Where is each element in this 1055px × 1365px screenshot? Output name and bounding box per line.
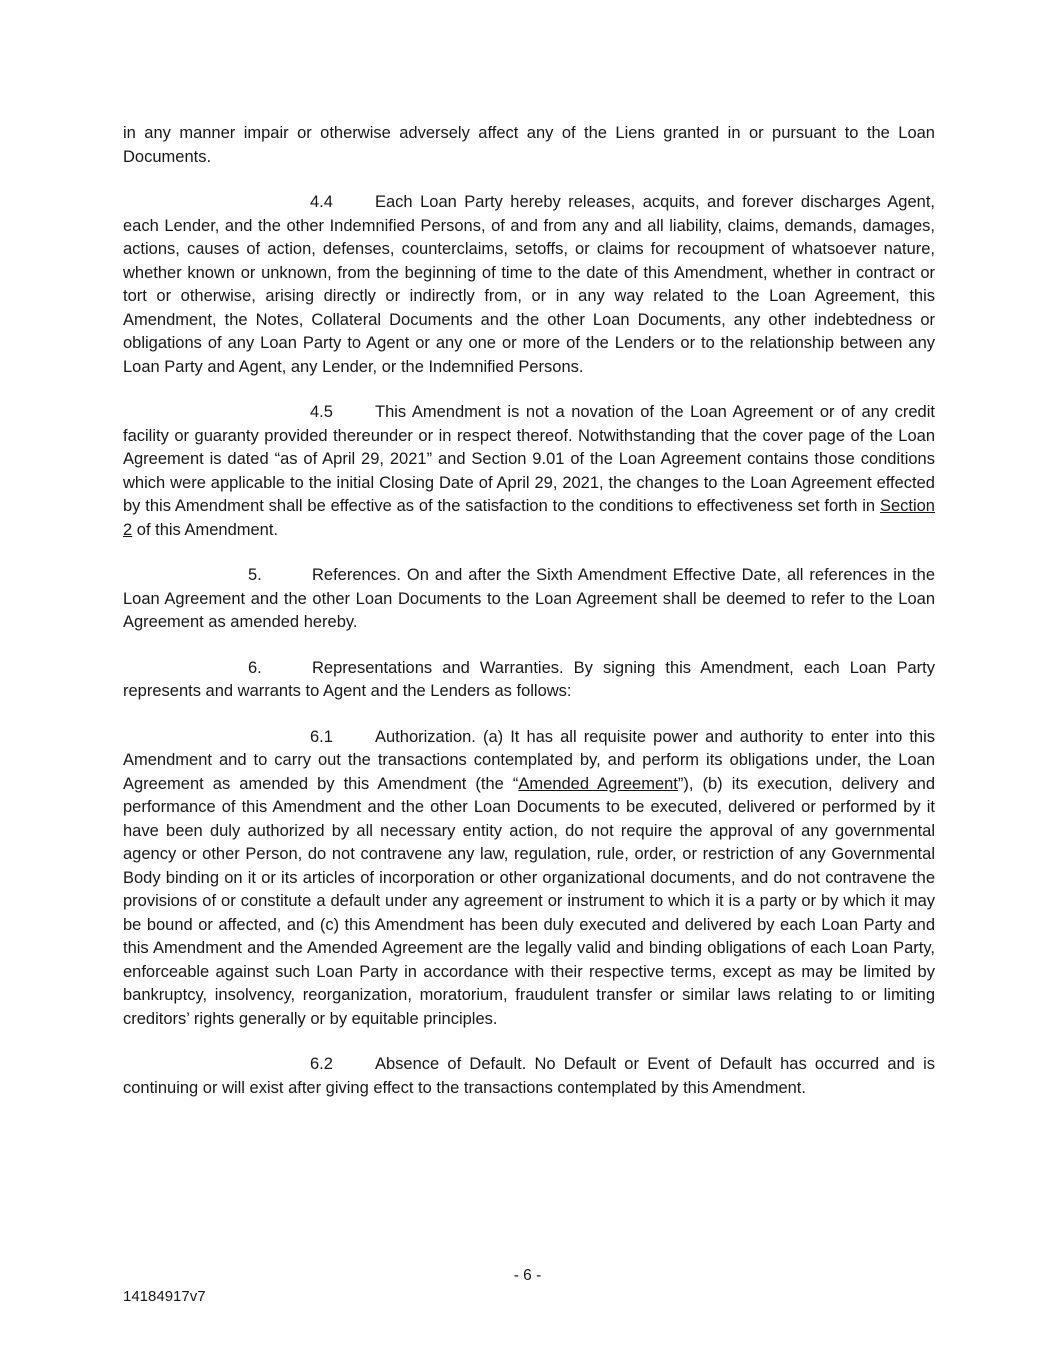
text-run: in any manner impair or otherwise adversely affect any of the Liens granted in or pursuant to the Loan Documents.: [123, 124, 935, 166]
document-body: [123, 122, 935, 1100]
section-number: 6.2: [310, 1055, 333, 1073]
paragraph-4-5: [123, 401, 935, 542]
paragraph-4-4: [123, 191, 935, 379]
text-run: of this Amendment.: [132, 520, 279, 539]
text-run: Representations and Warranties. By signing this Amendment, each Loan Party represents and warrants to Agent and the Lenders as follows:: [123, 658, 935, 700]
page-number: - 6 -: [513, 1267, 542, 1284]
text-run: Absence of Default. No Default or Event of Default has occurred and is continuing or will exist after giving effect to the transactions contemplated by this Amendment.: [123, 1055, 935, 1097]
underlined-text: Amended Agreement: [518, 774, 678, 793]
section-number: 6.1: [310, 727, 333, 746]
section-number: 6.: [248, 658, 262, 677]
text-run: This Amendment is not a novation of the Loan Agreement or of any credit facility or guaranty provided thereunder or in respect thereof. Notwithstanding that the cover page of the Loan Agreement is dated “as of April 29, 2021” and Section 9.01 of the Loan Agreement contains those conditions which were applicable to the initial Closing Date of April 29, 2021, the changes to the Loan Agreement effected by this Amendment shall be effective as of the satisfaction to the conditions to effectiveness set forth in: [123, 403, 935, 515]
paragraph-6: [123, 657, 935, 704]
section-number: 4.4: [310, 193, 333, 211]
text-run: Each Loan Party hereby releases, acquits, and forever discharges Agent, each Lender, and the other Indemnified Persons, of and from any and all liability, claims, demands, damages, actions, causes of action, defenses, counterclaims, setoffs, or claims for recoupment of whatsoever nature, whether known or unknown, from the beginning of time to the date of this Amendment, whether in contract or tort or otherwise, arising directly or indirectly from, or in any way related to the Loan Agreement, this Amendment, the Notes, Collateral Documents and the other Loan Documents, any other indebtedness or obligations of any Loan Party to Agent or any one or more of the Lenders or to the relationship between any Loan Party and Agent, any Lender, or the Indemnified Persons.: [123, 193, 935, 376]
paragraph-continuation: [123, 122, 935, 169]
paragraph-5: [123, 564, 935, 635]
document-id: 14184917v7: [123, 1288, 206, 1305]
section-number: 4.5: [310, 403, 333, 421]
text-run: References. On and after the Sixth Amendment Effective Date, all references in the Loan Agreement and the other Loan Documents to the Loan Agreement shall be deemed to refer to the Loan Agreement as amended hereby.: [123, 566, 935, 631]
underlined-text: Section 2: [123, 497, 935, 539]
section-number: 5.: [248, 566, 262, 584]
paragraph-6-2: [123, 1053, 935, 1100]
text-run: ”), (b) its execution, delivery and performance of this Amendment and the other Loan Documents to be executed, delivered or performed by it have been duly authorized by all necessary entity action, do not require the approval of any governmental agency or other Person, do not contravene any law, regulation, rule, order, or restriction of any Governmental Body binding on it or its articles of incorporation or other organizational documents, and do not contravene the provisions of or constitute a default under any agreement or instrument to which it is a party or by which it may be bound or affected, and (c) this Amendment has been duly executed and delivered by each Loan Party and this Amendment and the Amended Agreement are the legally valid and binding obligations of each Loan Party, enforceable against such Loan Party in accordance with their respective terms, except as may be limited by bankruptcy, insolvency, reorganization, moratorium, fraudulent transfer or similar laws relating to or limiting creditors’ rights generally or by equitable principles.: [123, 774, 935, 1028]
paragraph-6-1: [123, 726, 935, 1032]
text-run: Authorization. (a) It has all requisite power and authority to enter into this Amendment and to carry out the transactions contemplated by, and perform its obligations under, the Loan Agreement as amended by this Amendment (the “: [123, 727, 935, 793]
